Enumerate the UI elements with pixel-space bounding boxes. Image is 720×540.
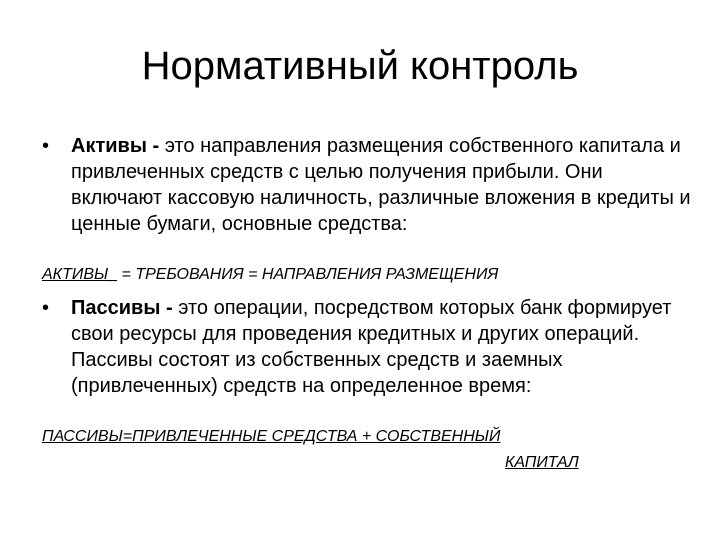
bullet-text-liabilities — [71, 295, 692, 399]
formula-liabilities-line1: ПАССИВЫ=ПРИВЛЕЧЕННЫЕ СРЕДСТВА + СОБСТВЕННЫЙ — [42, 428, 501, 445]
slide-title: Нормативный контроль — [141, 44, 579, 88]
term-assets: Активы - — [71, 135, 160, 157]
bullet-marker: • — [42, 135, 50, 157]
bullet-item-liabilities — [42, 295, 692, 399]
formula-assets-term: АКТИВЫ_ — [42, 266, 118, 283]
definition-assets: это направления размещения собственного капитала и привлеченных средств с целью получения прибыли. Они включают кассовую наличность, различные вложения в кредиты и ценные бумаги, основные средства: — [71, 135, 691, 235]
formula-liabilities-line2: КАПИТАЛ — [505, 454, 579, 471]
formula-assets — [42, 265, 498, 285]
definition-liabilities: это операции, посредством которых банк формирует свои ресурсы для проведения кредитных и других операций. Пассивы состоят из собственных средств и заемных (привлеченных) средств на определенное время: — [71, 297, 672, 397]
term-liabilities: Пассивы - — [71, 297, 173, 319]
bullet-text-assets — [71, 133, 692, 237]
formula-assets-rest: = ТРЕБОВАНИЯ = НАПРАВЛЕНИЯ РАЗМЕЩЕНИЯ — [117, 266, 499, 283]
bullet-marker: • — [42, 297, 50, 319]
bullet-item-assets — [42, 133, 692, 237]
